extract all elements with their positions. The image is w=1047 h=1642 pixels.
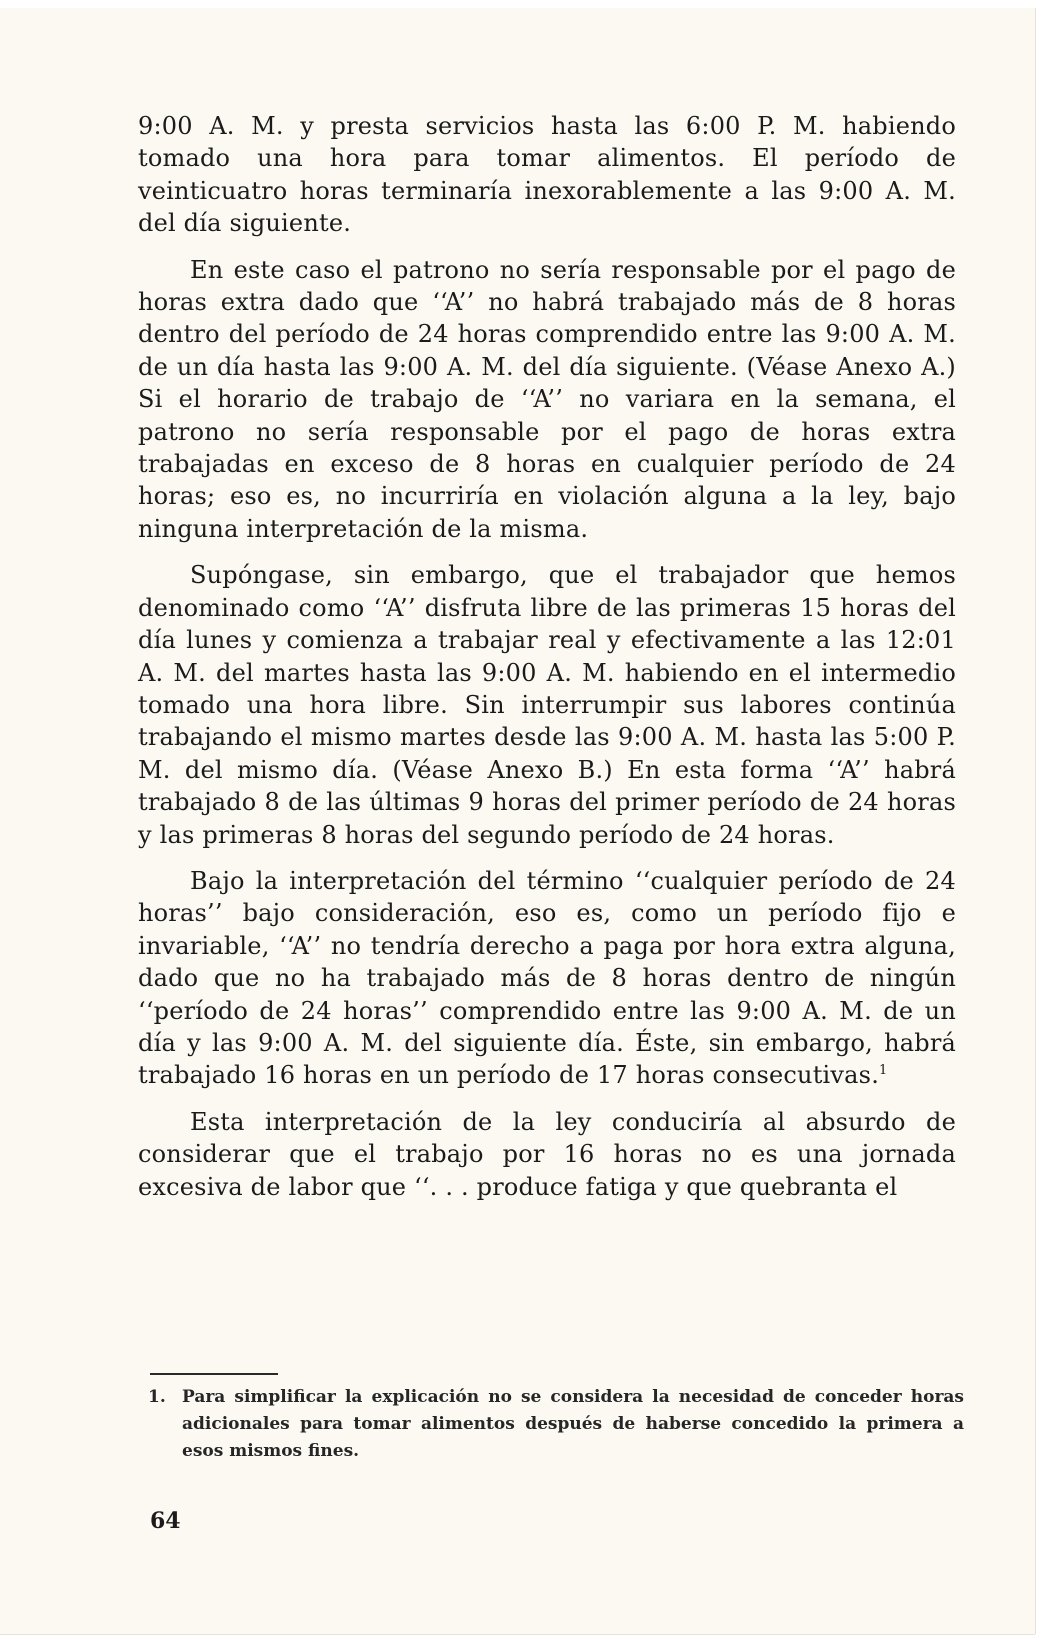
footnote-separator [150, 1373, 278, 1375]
body-text [138, 110, 956, 1217]
footnote-reference: 1 [879, 1063, 888, 1079]
footnote-text: Para simplificar la explicación no se considera la necesidad de conceder horas adicionales para tomar alimentos después de haberse concedido la primera a esos mismos fines. [182, 1387, 964, 1461]
paragraph-4 [138, 865, 956, 1092]
page-sheet [0, 8, 1035, 1634]
paragraph-5: Esta interpretación de la ley conduciría al absurdo de considerar que el trabajo por 16 horas no es una jornada excesiva de labor que ‘‘. . . produce fatiga y que quebranta el [138, 1107, 956, 1201]
paragraph-2: En este caso el patrono no sería responsable por el pago de horas extra dado que ‘‘A’’ no habrá trabajado más de 8 horas dentro del período de 24 horas comprendido entre las 9:00 A. M. de un día hasta las 9:00 A. M. del día siguiente. (Véase Anexo A.) Si el horario de trabajo de ‘‘A’’ no variara en la semana, el patrono no sería responsable por el pago de horas extra trabajadas en exceso de 8 horas en cualquier período de 24 horas; eso es, no incurriría en violación alguna a la ley, bajo ninguna interpretación de la misma. [138, 255, 956, 543]
paragraph-4-text: Bajo la interpretación del término ‘‘cualquier período de 24 horas’’ bajo consideración, eso es, como un período fijo e invariable, ‘‘A’’ no tendría derecho a paga por hora extra alguna, dado que no ha trabajado más de 8 horas dentro de ningún ‘‘período de 24 horas’’ comprendido entre las 9:00 A. M. de un día y las 9:00 A. M. del siguiente día. Éste, sin embargo, habrá trabajado 16 horas en un período de 17 horas consecutivas. [138, 866, 956, 1090]
page-number: 64 [150, 1508, 181, 1534]
paragraph-1: 9:00 A. M. y presta servicios hasta las 6:00 P. M. habiendo tomado una hora para tomar alimentos. El período de veinticuatro horas terminaría inexorablemente a las 9:00 A. M. del día siguiente. [138, 112, 956, 238]
footnote [148, 1384, 964, 1465]
paragraph-3: Supóngase, sin embargo, que el trabajador que hemos denominado como ‘‘A’’ disfruta libre de las primeras 15 horas del día lunes y comienza a trabajar real y efectivamente a las 12:01 A. M. del martes hasta las 9:00 A. M. habiendo en el intermedio tomado una hora libre. Sin interrumpir sus labores continúa trabajando el mismo martes desde las 9:00 A. M. hasta las 5:00 P. M. del mismo día. (Véase Anexo B.) En esta forma ‘‘A’’ habrá trabajado 8 de las últimas 9 horas del primer período de 24 horas y las primeras 8 horas del segundo período de 24 horas. [138, 561, 956, 849]
footnote-number: 1. [148, 1387, 166, 1407]
